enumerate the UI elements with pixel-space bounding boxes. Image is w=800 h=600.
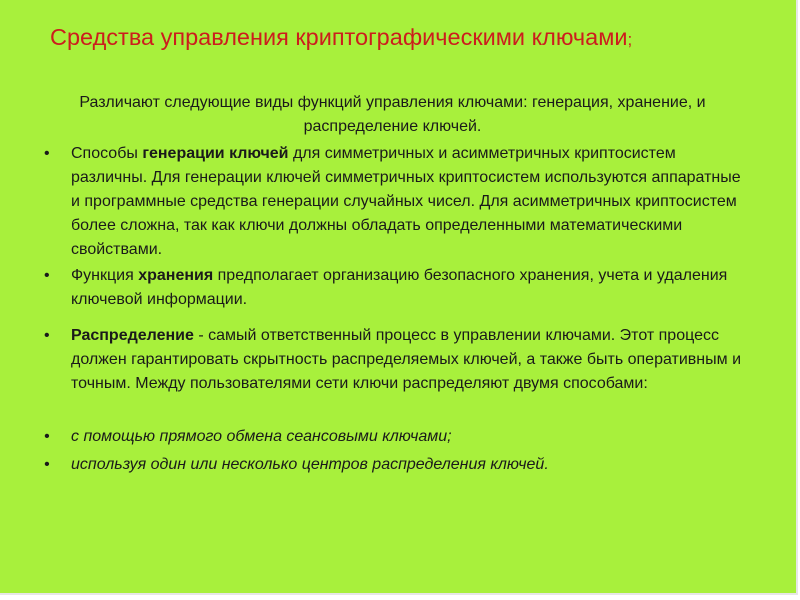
bullet-list [44, 142, 744, 477]
bullet-direct-exchange-text: с помощью прямого обмена сеансовыми ключами; [71, 428, 452, 445]
bullet-dot: • [44, 327, 50, 344]
bullet-dot: • [44, 428, 50, 445]
bullet-generation-post: для симметричных и асимметричных криптосистем различны. Для генерации ключей симметричных криптосистем используются аппаратные и программные средства генерации случайных чисел. Для асимметричных криптосистем более сложна, так как ключи должны обладать определенными математическими свойствами. [71, 145, 741, 258]
bullet-storage-bold: хранения [138, 267, 214, 284]
bullet-generation-bold: генерации ключей [142, 145, 289, 162]
bullet-distribution-centers-text: используя один или несколько центров распределения ключей. [71, 456, 549, 473]
slide-title [50, 24, 632, 51]
bullet-distribution-bold: Распределение [71, 327, 194, 344]
bullet-generation-pre: Способы [71, 145, 143, 162]
intro-text: Различают следующие виды функций управления ключами: генерация, хранение, и распределение ключей. [79, 94, 706, 135]
bullet-generation [44, 142, 744, 262]
bullet-dot: • [44, 267, 50, 284]
slide-title-text: Средства управления криптографическими ключами [50, 24, 628, 50]
bullet-distribution [44, 324, 744, 396]
bullet-storage [44, 264, 744, 312]
slide-title-punct: ; [627, 30, 633, 49]
bullet-direct-exchange [44, 425, 744, 449]
bullet-storage-post: предполагает организацию безопасного хранения, учета и удаления ключевой информации. [71, 267, 728, 308]
bullet-distribution-centers [44, 453, 744, 477]
bullet-dot: • [44, 456, 50, 473]
bullet-storage-pre: Функция [71, 267, 139, 284]
bullet-distribution-post: - самый ответственный процесс в управлении ключами. Этот процесс должен гарантировать скрытность распределяемых ключей, а также быть оперативным и точным. Между пользователями сети ключи распределяют двумя способами: [71, 327, 742, 392]
bullet-dot: • [44, 145, 50, 162]
